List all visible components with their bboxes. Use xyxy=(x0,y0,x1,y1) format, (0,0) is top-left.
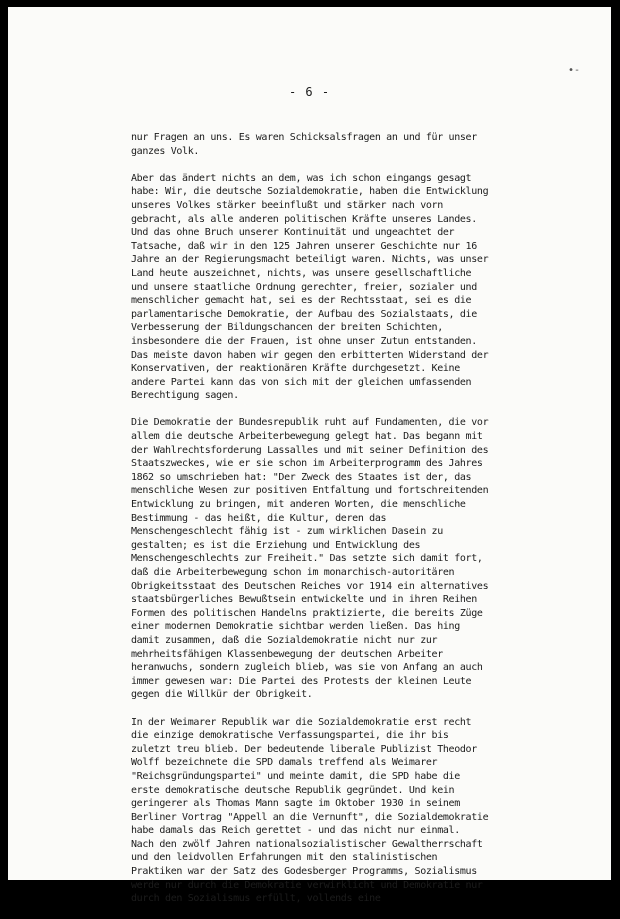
text-line: gebracht, als alle anderen politischen Kräfte unseres Landes. xyxy=(131,213,477,225)
text-line: zuletzt treu blieb. Der bedeutende liberale Publizist Theodor xyxy=(131,743,477,755)
text-line: einer modernen Demokratie sichtbar werden ließen. Das hing xyxy=(131,621,460,633)
text-line: Wolff bezeichnete die SPD damals treffend als Weimarer xyxy=(131,757,438,769)
text-line: insbesondere die der Frauen, ist ohne unser Zutun entstanden. xyxy=(131,335,477,347)
text-line: Die Demokratie der Bundesrepublik ruht auf Fundamenten, die vor xyxy=(131,417,489,429)
text-line: Praktiken war der Satz des Godesberger Programms, Sozialismus xyxy=(131,866,477,878)
text-line: und unsere staatliche Ordnung gerechter, freier, sozialer und xyxy=(131,281,477,293)
text-line: geringerer als Thomas Mann sagte im Oktober 1930 in seinem xyxy=(131,798,460,810)
paragraph xyxy=(131,416,591,701)
text-line: allem die deutsche Arbeiterbewegung gelegt hat. Das begann mit xyxy=(131,431,483,443)
text-line: Und das ohne Bruch unserer Kontinuität und ungeachtet der xyxy=(131,227,455,239)
text-line: werde nur durch die Demokratie verwirklicht und Demokratie nur xyxy=(131,879,483,891)
text-line: "Reichsgründungspartei" und meinte damit, die SPD habe die xyxy=(131,770,460,782)
text-line: Formen des politischen Handelns praktizierte, die bereits Züge xyxy=(131,607,483,619)
text-line: Aber das ändert nichts an dem, was ich schon eingangs gesagt xyxy=(131,172,472,184)
scan-corner-mark: •- xyxy=(568,65,581,76)
text-line: Das meiste davon haben wir gegen den erbitterten Widerstand der xyxy=(131,349,489,361)
text-line: Staatszweckes, wie er sie schon im Arbeiterprogramm des Jahres xyxy=(131,458,483,470)
text-line: menschlicher gemacht hat, sei es der Rechtsstaat, sei es die xyxy=(131,295,472,307)
text-line: Bestimmung - das heißt, die Kultur, deren das xyxy=(131,512,387,524)
text-line: parlamentarische Demokratie, der Aufbau des Sozialstaats, die xyxy=(131,308,477,320)
text-line: habe: Wir, die deutsche Sozialdemokratie, haben die Entwicklung xyxy=(131,186,489,198)
text-line: heranwuchs, sondern zugleich blieb, was sie von Anfang an auch xyxy=(131,662,483,674)
text-line: andere Partei kann das von sich mit der gleichen umfassenden xyxy=(131,376,472,388)
text-line: Land heute auszeichnet, nichts, was unsere gesellschaftliche xyxy=(131,267,472,279)
body-text xyxy=(131,131,591,919)
text-line: 1862 so umschrieben hat: "Der Zweck des Staates ist der, das xyxy=(131,471,472,483)
text-line: mehrheitsfähigen Klassenbewegung der deutschen Arbeiter xyxy=(131,648,443,660)
text-line: daß die Arbeiterbewegung schon im monarchisch-autoritären xyxy=(131,567,455,578)
text-line: staatsbürgerliches Bewußtsein entwickelte und in ihren Reihen xyxy=(131,594,477,606)
text-line: Obrigkeitsstaat des Deutschen Reiches vor 1914 ein alternatives xyxy=(131,580,489,592)
text-line: unseres Volkes stärker beeinflußt und stärker nach vorn xyxy=(131,199,443,211)
text-line: Jahre an der Regierungsmacht beteiligt waren. Nichts, was unser xyxy=(131,254,489,266)
paragraph xyxy=(131,716,591,906)
text-line: Entwicklung zu bringen, mit anderen Worten, die menschliche xyxy=(131,499,466,511)
text-line: der Wahlrechtsforderung Lassalles und mit seiner Definition des xyxy=(131,444,489,456)
text-line: gegen die Willkür der Obrigkeit. xyxy=(131,689,313,701)
text-line: Berliner Vortrag "Appell an die Vernunft", die Sozialdemokratie xyxy=(131,811,489,823)
paragraph xyxy=(131,131,591,158)
text-line: In der Weimarer Republik war die Sozialdemokratie erst recht xyxy=(131,716,472,728)
text-line: Konservativen, der reaktionären Kräfte durchgesetzt. Keine xyxy=(131,363,460,375)
text-line: und den leidvollen Erfahrungen mit den stalinistischen xyxy=(131,852,438,864)
text-line: immer gewesen war: Die Partei des Protests der kleinen Leute xyxy=(131,675,472,687)
text-line: damit zusammen, daß die Sozialdemokratie nicht nur zur xyxy=(131,634,438,646)
page-number: - 6 - xyxy=(288,85,331,99)
text-line: die einzige demokratische Verfassungspartei, die ihr bis xyxy=(131,730,449,742)
text-line: durch den Sozialismus erfüllt, vollends eine xyxy=(131,893,381,905)
text-line: nur Fragen an uns. Es waren Schicksalsfragen an und für unser xyxy=(131,132,477,143)
text-line: habe damals das Reich gerettet - und das nicht nur einmal. xyxy=(131,825,460,837)
text-line: ganzes Volk. xyxy=(131,145,200,157)
text-line: Nach den zwölf Jahren nationalsozialistischer Gewaltherrschaft xyxy=(131,838,483,850)
document-page xyxy=(8,7,611,905)
text-line: Berechtigung sagen. xyxy=(131,390,239,402)
text-line: Menschengeschlecht fähig ist - zum wirklichen Dasein zu xyxy=(131,526,443,538)
text-line: erste demokratische deutsche Republik gegründet. Und kein xyxy=(131,784,455,796)
text-line: menschliche Wesen zur positiven Entfaltung und fortschreitenden xyxy=(131,485,489,497)
text-line: Tatsache, daß wir in den 125 Jahren unserer Geschichte nur 16 xyxy=(131,240,477,252)
text-line: Verbesserung der Bildungschancen der breiten Schichten, xyxy=(131,322,443,334)
paragraph xyxy=(131,172,591,403)
text-line: Menschengeschlechts zur Freiheit." Das setzte sich damit fort, xyxy=(131,553,483,565)
text-line: gestalten; es ist die Erziehung und Entwicklung des xyxy=(131,539,421,551)
